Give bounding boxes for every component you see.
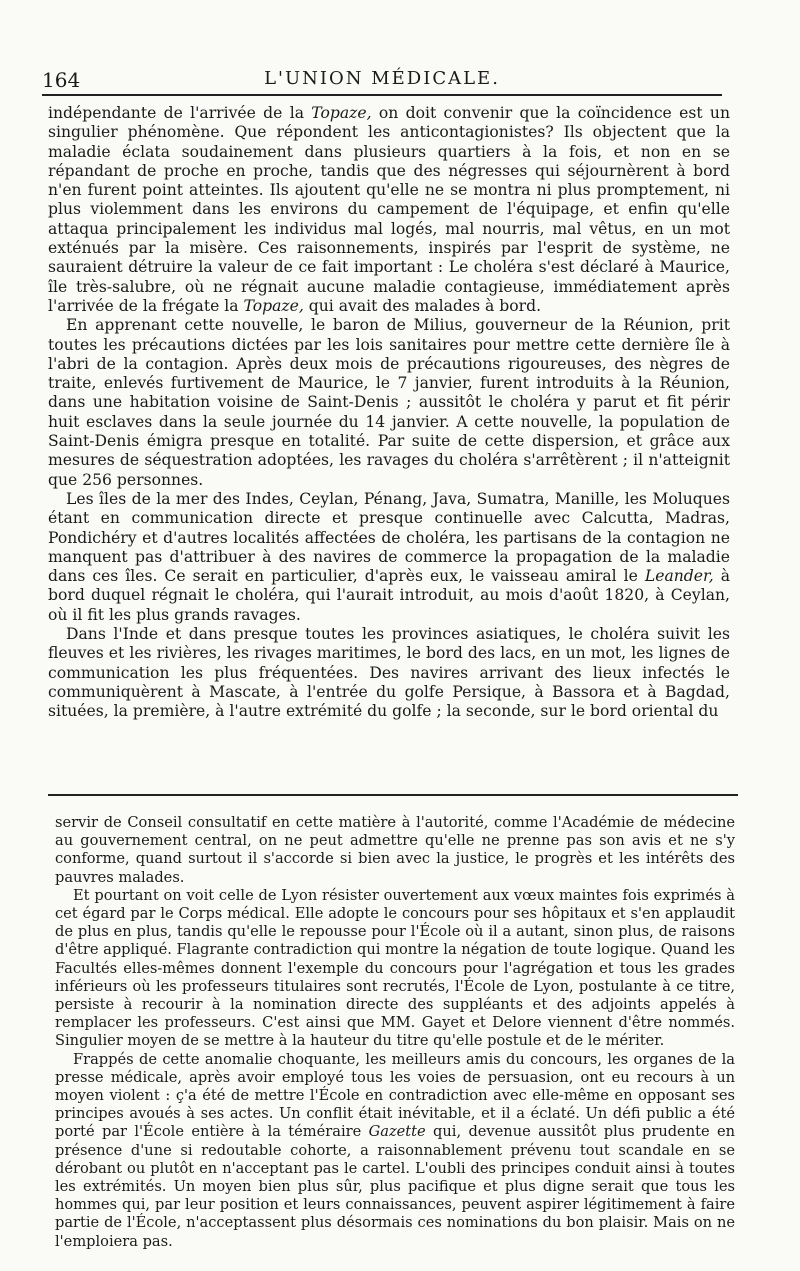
body-paragraph-1: indépendante de l'arrivée de la Topaze, on doit convenir que la coïncidence est un singulier phénomène. Que répondent les anticontagionistes? Ils objectent que la maladie éclata soudainement dans plusieurs quartiers à la fois, et non en se répandant de proche en proche, tandis que des négresses qui séjournèrent à bord n'en furent point atteintes. Ils ajoutent qu'elle ne se montra ni plus promptement, ni plus violemment dans les environs du campement de l'équipage, et enfin qu'elle attaqua principalement les individus mal logés, mal nourris, mal vêtus, en un mot exténués par la misère. Ces raisonnements, inspirés par l'esprit de système, ne sauraient détruire la valeur de ce fait important : Le choléra s'est déclaré à Maurice, île très-salubre, où ne régnait aucune maladie contagieuse, immédiatement après l'arrivée de la frégate la Topaze, qui avait des malades à bord. xyxy=(48,104,730,315)
main-text xyxy=(48,104,730,722)
page-header xyxy=(42,62,722,94)
footnote-separator xyxy=(48,794,738,796)
body-paragraph-4: Dans l'Inde et dans presque toutes les provinces asiatiques, le choléra suivit les fleuves et les rivières, les rivages maritimes, le bord des lacs, en un mot, les lignes de communication les plus fréquentées. Des navires arrivant des lieux infectés le communiquèrent à Mascate, à l'entrée du golfe Persique, à Bassora et à Bagdad, situées, la première, à l'autre extrémité du golfe ; la seconde, sur le bord oriental du xyxy=(48,625,730,721)
running-title: L'UNION MÉDICALE. xyxy=(264,68,500,89)
page-number: 164 xyxy=(42,68,81,92)
note-paragraph-2: Et pourtant on voit celle de Lyon résister ouvertement aux vœux maintes fois exprimés à cet égard par le Corps médical. Elle adopte le concours pour ses hôpitaux et s'en applaudit de plus en plus, tandis qu'elle le repousse pour l'École où il a autant, sinon plus, de raisons d'être appliqué. Flagrante contradiction qui montre la négation de toute logique. Quand les Facultés elles-mêmes donnent l'exemple du concours pour l'agrégation et tous les grades inférieurs où les professeurs titulaires sont recrutés, l'École de Lyon, postulante à ce titre, persiste à recourir à la nomination directe des suppléants et des adjoints appelés à remplacer les professeurs. C'est ainsi que MM. Gayet et Delore viennent d'être nommés. Singulier moyen de se mettre à la hauteur du titre qu'elle postule et de le mériter. xyxy=(55,886,735,1050)
note-paragraph-3: Frappés de cette anomalie choquante, les meilleurs amis du concours, les organes de la presse médicale, après avoir employé tous les voies de persuasion, ont eu recours à un moyen violent : ç'a été de mettre l'École en contradiction avec elle-même en opposant ses principes avoués à ses actes. Un conflit était inévitable, et il a éclaté. Un défi public a été porté par l'École entière à la téméraire Gazette qui, devenue aussitôt plus prudente en présence d'une si redoutable cohorte, a raisonnablement prévenu tout scandale en se dérobant ou plutôt en n'acceptant pas le cartel. L'oubli des principes conduit ainsi à toutes les extrémités. Un moyen bien plus sûr, plus pacifique et plus digne serait que tous les hommes qui, par leur position et leurs connaissances, peuvent aspirer légitimement à faire partie de l'École, n'acceptassent plus désormais ces nominations du bon plaisir. Mais on ne l'emploiera pas. xyxy=(55,1050,736,1250)
body-paragraph-2: En apprenant cette nouvelle, le baron de Milius, gouverneur de la Réunion, prit toutes les précautions dictées par les lois sanitaires pour mettre cette dernière île à l'abri de la contagion. Après deux mois de précautions rigoureuses, des nègres de traite, enlevés furtivement de Maurice, le 7 janvier, furent introduits à la Réunion, dans une habitation voisine de Saint-Denis ; aussitôt le choléra y parut et fit périr huit esclaves dans la seule journée du 14 janvier. A cette nouvelle, la population de Saint-Denis émigra presque en totalité. Par suite de cette dispersion, et grâce aux mesures de séquestration adoptées, les ravages du choléra s'arrêtèrent ; il n'atteignit que 256 personnes. xyxy=(48,316,730,489)
footnote-text xyxy=(55,814,735,1251)
body-paragraph-3: Les îles de la mer des Indes, Ceylan, Pénang, Java, Sumatra, Manille, les Moluques étant en communication directe et presque continuelle avec Calcutta, Madras, Pondichéry et d'autres localités affectées de choléra, les partisans de la contagion ne manquent pas d'attribuer à des navires de commerce la propagation de la maladie dans ces îles. Ce serait en particulier, d'après eux, le vaisseau amiral le Leander, à bord duquel régnait le choléra, qui l'aurait introduit, au mois d'août 1820, à Ceylan, où il fit les plus grands ravages. xyxy=(48,489,730,624)
header-rule xyxy=(42,94,722,96)
note-paragraph-1: servir de Conseil consultatif en cette matière à l'autorité, comme l'Académie de médecine au gouvernement central, on ne peut admettre qu'elle ne prenne pas son avis et ne s'y conforme, quand surtout il s'accorde si bien avec la justice, le progrès et les intérêts des pauvres malades. xyxy=(55,814,735,886)
